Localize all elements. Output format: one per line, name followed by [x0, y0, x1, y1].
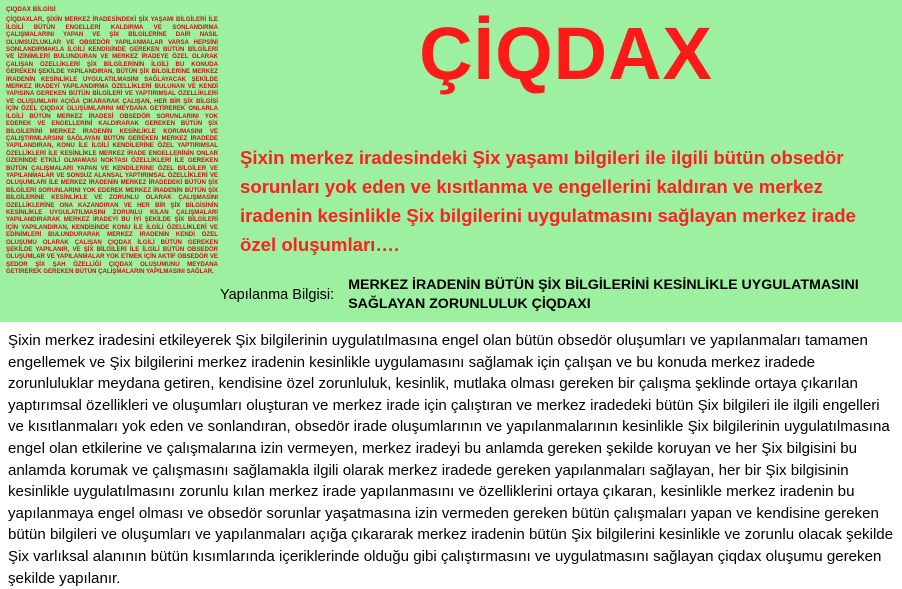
structure-info-value: MERKEZ İRADENİN BÜTÜN ŞİX BİLGİLERİNİ KESİNLİKLE UYGULATMASINI SAĞLAYAN ZORUNLULUK ÇİQDAXI	[348, 277, 859, 312]
page-title: ÇİQDAX	[419, 12, 713, 95]
left-info-column	[6, 6, 218, 318]
structure-info-label: Yapılanma Bilgisi:	[220, 287, 335, 303]
left-info-text: ÇİQDAXLAR, ŞİXİN MERKEZ İRADESİNDEKİ ŞİX YAŞAMI BİLGİLERİ İLE İLGİLİ BÜTÜN ENGELLERİ KALDIRMA VE SONLANDIRMA ÇALIŞMALARINI YAPAN VE ŞİX BİLGİLERİNE DAİR NASIL OLUMSUZLUKLAR VE OBSEDÖR YAPILANMALAR VARSA HEPSİNİ SONLANDIRMAKLA İLGİLİ KENDİSİNDE GEREKEN BÜTÜN BİLGİLERİ VE İZİNİMLERİ BULUNDURAN VE MERKEZ İRADEYE ÖZEL OLARAK ÇALIŞAN ÖZELLİKLERİ ŞİX BİLGİLERİNİN İLGİLİ BU KONUDA GEREKEN ŞEKİLDE YAPILANDIRAN, BÜTÜN ŞİX BİLGİLERİNE MERKEZ İRADENİN KESİNLİKLE UYGULATILMASINI SAĞLAYACAK ŞEKİLDE MERKEZ İRADEYİ YAPILANDIRMA ÖZELLİKLERİ BULUNAN VE KENDİ YAPISINA GEREKEN BÜTÜN BİLGİLERİ VE YAPTIRIMSAL ÖZELLİKLERİ VE OLUŞUMLARI AÇIĞA ÇIKARARAK ÇALIŞAN, HER BİR ŞİX BİLGİSİ İÇİN ÖZEL ÇIQDAX OLUŞUMLARINI MEYDANA GETİREREK ONLARLA İLGİLİ BÜTÜN MERKEZ İRADESİ OBSEDÖR SORUNLARINI YOK EDEREK VE ENGELLERİNİ KALDIRARAK GEREKEN BÜTÜN ŞİX BİLGİLERİNİ MERKEZ İRADENİN KESİNLİKLE KORUMASINI VE ÇALIŞTIRMLARSINI SAĞLAYAN BÜTÜN GEREKEN MERKEZ İRADEDE YAPILANDIRAN, KONU İLE İLGİLİ KENDİLERİNE ÖZEL YAPTIRIMSAL ÖZELLİKLERİ İLE KESİNLİKLE MERKEZ İRADE ENGELLERİNİN ONLAR ÜZERİNDE ETKİLİ OLMAMASI NOKTASI ÖZELLİKLERİ İLE GEREKEN BÜTÜN ÇALIŞMALARI YAPAN VE KENDİLERİNE ÖZEL BİLGİLER VE YAPILANMALAR VE SONSUZ ALANSAL YAPTIRIMSAL ÖZELLİKLERİ VE OLUŞUMLARI İLE MERKEZ İRADENİN MERKEZ İRADEDEKİ BÜTÜN ŞİX BİLGİLERİ SORUNLARINI YOK EDEREK MERKEZ İRADENİN BÜTÜN ŞİX BİLGİLERİNE KESİNLİKLE VE ZORUNLU OLARAK ÇALIŞMASINI ÖZELLİKLERİNE ONA KAZANDIRAN VE HER BİR ŞİX BİLGİSİNİN KESİNLİKLE UYGULATILMASINI ZORUNLU KILAN ÇALIŞMALARI YAPILANDIRARAK MERKEZ İRADEYİ BU İYİ ŞEKİLDE ŞİX BİLGİLERİ İÇİN YAPILANDIRAN, KENDİSİNDE KONU İLE İLGİLİ ÖZELLİKLERİ VE EDİNİMLERİ BULUNDURARAK MERKEZ İRADENİN KENDİ ÖZEL OLUŞUMU OLARAK ÇALIŞAN ÇIQDAX İLGİLİ BÜTÜN GEREKEN ŞEKİLDE YAPILANIR, VE ŞİX BİLGİLERİ İLE İLGİLİ BÜTÜN OBSEDÖR OLUŞUMLAR VE YAPILANMALAR YOK ETMEK İÇİN AKTİF OBSEDÖR VE ŞEDOR ŞİX ŞAH ÖZELLİĞİ ÇIQDAX OLUŞUMUNU MEYDANA GETİREREK GEREKEN BÜTÜN ÇALIŞMALARIN YAPILMASINI SAĞLAR.	[6, 16, 218, 276]
title-description: Şixin merkez iradesindeki Şix yaşamı bilgileri ile ilgili bütün obsedör sorunları yok eden ve kısıtlanma ve engellerini kaldıran ve merkez iradenin kesinlikle Şix bilgilerini uygulatmasını sağlayan merkez irade özel oluşumları….	[240, 147, 856, 255]
body-paragraph: Şixin merkez iradesini etkileyerek Şix bilgilerinin uygulatılmasına engel olan bütün obsedör oluşumları ve yapılanmaları tamamen engellemek ve Şix bilgilerini merkez iradenin kesinlikle uygulamasını sağlamak için çalışan ve bu konuda merkez iradede zorunluluklar meydana getiren, kendisine özel zorunluluk, kesinlik, mutlaka olması gereken bir çalışma şeklinde ortaya çıkarılan yaptırımsal özellikleri ve oluşumları oluşturan ve merkez irade için çalıştıran ve merkez iradedeki bütün Şix bilgileri ile ilgili engelleri ve kısıtlanmaları yok eden ve sonlandıran, obsedör irade oluşumlarının ve yapılanmalarının kesinlikle Şix bilgilerinin uygulatılmasına engel olan etkilerine ve çalışmalarına izin vermeyen, merkez iradeyi bu anlamda gereken şekilde koruyan ve her Şix bilgisini bu anlamda korumak ve çalışmasını sağlamakla ilgili olarak merkez iradede gereken yapılanmaları sağlayan, her bir Şix bilgisinin kesinlikle uygulatılmasını zorunlu kılan merkez irade yapılanmasını ve özelliklerini ortaya çıkaran, kesinlikle merkez iradenin bu yapılanmaya engel olması ve obsedör sorunlar yaşatmasına izin vermeden gereken bütün çalışmaları yapan ve kendisine gereken bütün bilgileri ve oluşumları ve yapılanmaları açığa çıkararak merkez iradenin bütün Şix bilgilerini kesinlikle ve zorunlu olacak şekilde Şix varlıksal alanının bütün kısımlarında içeriklerinde olduğu gibi çalıştırmasını ve uygulatmasını sağlayan çiqdax oluşumu gereken şekilde yapılanır.	[8, 332, 894, 587]
left-info-title: ÇIQDAX BİLGİSİ	[6, 6, 56, 13]
structure-info-row	[220, 276, 898, 313]
